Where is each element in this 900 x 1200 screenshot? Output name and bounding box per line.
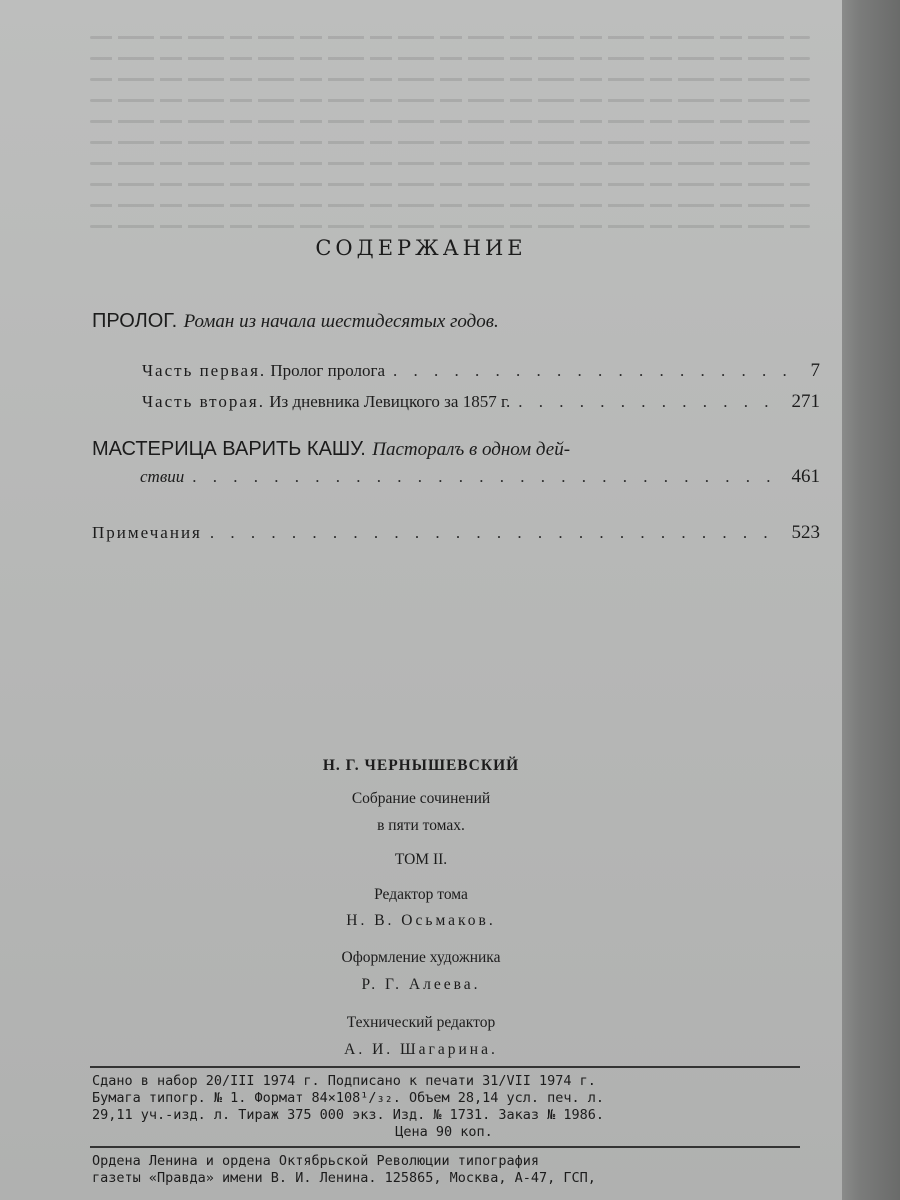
- print-info-line2: Бумага типогр. № 1. Формат 84×108¹/₃₂. Объем 28,14 усл. печ. л.: [92, 1091, 605, 1106]
- prolog-heading: ПРОЛОГ.: [92, 310, 178, 332]
- leader-dots: [192, 467, 783, 487]
- imprint-volume: ТОМ II.: [394, 851, 448, 868]
- divider-rule: [90, 1066, 800, 1068]
- imprint-editor-role: Редактор тома: [374, 886, 468, 903]
- part-two-label: Часть вторая.: [142, 392, 265, 411]
- masteritsa-page: 461: [791, 466, 820, 487]
- imprint-editor-name: Н. В. Осьмаков.: [346, 912, 496, 929]
- notes-page: 523: [791, 522, 820, 543]
- imprint-collection-line1: Собрание сочинений: [351, 790, 491, 807]
- imprint-author: Н. Г. ЧЕРНЫШЕВСКИЙ: [322, 757, 520, 774]
- toc-section-prolog: [92, 308, 812, 333]
- prolog-subtitle: Роман из начала шестидесятых годов.: [183, 311, 499, 332]
- printer-line2: газеты «Правда» имени В. И. Ленина. 125865, Москва, А-47, ГСП,: [92, 1171, 596, 1186]
- masteritsa-subtitle-cont: ствии: [140, 467, 185, 486]
- notes-label: Примечания: [92, 523, 202, 542]
- part-one-title: Пролог пролога: [270, 361, 386, 380]
- toc-section-masteritsa: [92, 436, 812, 461]
- part-one-page: 7: [810, 360, 820, 381]
- toc-entry-masteritsa-cont: [140, 466, 820, 488]
- printer-line1: Ордена Ленина и ордена Октябрьской Революции типография: [92, 1154, 540, 1169]
- imprint-artist-name: Р. Г. Алеева.: [361, 976, 481, 993]
- print-info-price: Цена 90 коп.: [395, 1125, 493, 1140]
- masteritsa-heading: МАСТЕРИЦА ВАРИТЬ КАШУ.: [92, 438, 366, 460]
- print-info-line1: Сдано в набор 20/III 1974 г. Подписано к печати 31/VII 1974 г.: [92, 1074, 596, 1089]
- leader-dots: [518, 392, 783, 412]
- imprint-tech-role: Технический редактор: [346, 1014, 496, 1031]
- divider-rule: [90, 1146, 800, 1148]
- print-info-line3: 29,11 уч.-изд. л. Тираж 375 000 экз. Изд. № 1731. Заказ № 1986.: [92, 1108, 605, 1123]
- part-two-title: Из дневника Левицкого за 1857 г.: [269, 392, 511, 411]
- toc-title: СОДЕРЖАНИЕ: [315, 236, 527, 260]
- page-edge: [842, 0, 900, 1200]
- part-one-label: Часть первая.: [142, 361, 267, 380]
- imprint-collection-line2: в пяти томах.: [377, 817, 465, 834]
- bleed-through-text: [90, 18, 810, 318]
- leader-dots: [393, 361, 802, 381]
- toc-entry-part-one: [142, 360, 820, 382]
- toc-entry-notes: [92, 522, 820, 544]
- imprint-artist-role: Оформление художника: [341, 949, 501, 966]
- leader-dots: [210, 523, 784, 543]
- imprint-tech-name: А. И. Шагарина.: [344, 1041, 498, 1058]
- part-two-page: 271: [791, 391, 820, 412]
- masteritsa-subtitle: Пасторалъ в одном дей-: [372, 439, 571, 460]
- toc-entry-part-two: [142, 391, 820, 413]
